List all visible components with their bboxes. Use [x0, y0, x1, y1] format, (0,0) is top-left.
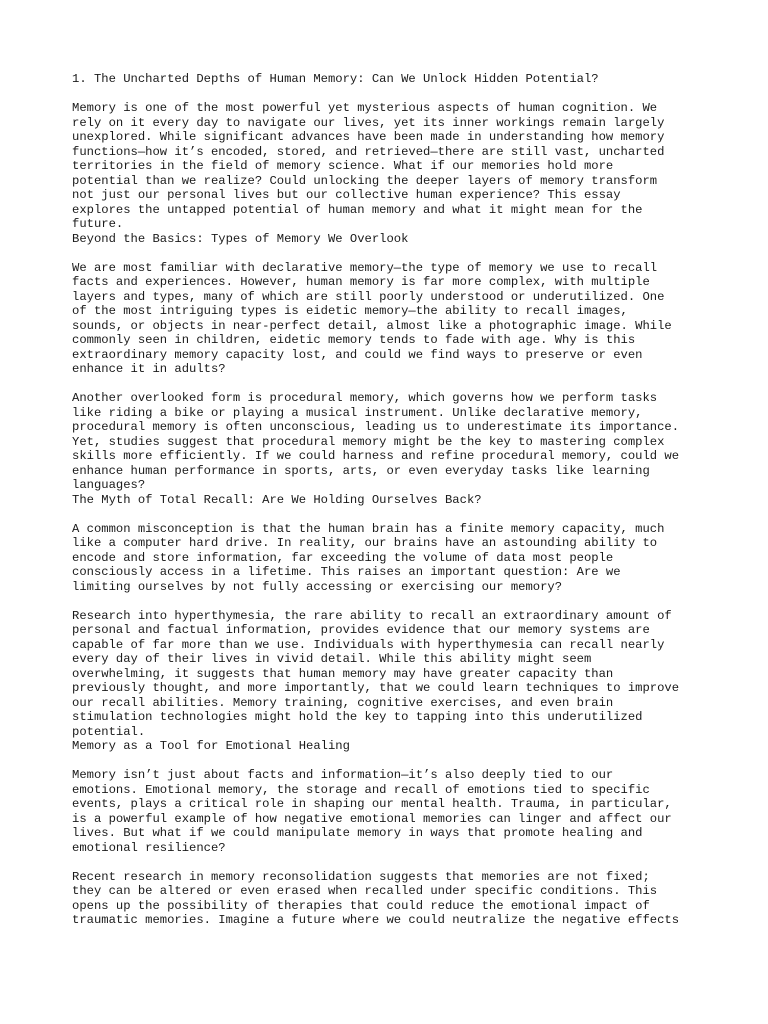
text-line: traumatic memories. Imagine a future where we could neutralize the negative effects — [72, 913, 680, 927]
text-line: commonly seen in children, eidetic memory tends to fade with age. Why is this — [72, 333, 636, 347]
text-line: functions—how it’s encoded, stored, and retrieved—there are still vast, uncharted — [72, 144, 665, 159]
intro-paragraph — [72, 101, 712, 232]
text-line: facts and experiences. However, human memory is far more complex, with multiple — [72, 275, 650, 289]
text-line: We are most familiar with declarative memory—the type of memory we use to recall — [72, 260, 658, 275]
text-line: potential than we realize? Could unlocking the deeper layers of memory transform — [72, 173, 658, 188]
text-line: personal and factual information, provides evidence that our memory systems are — [72, 623, 650, 637]
paragraph-gap — [72, 507, 712, 522]
paragraph-gap — [72, 87, 712, 102]
reconsolidation-paragraph — [72, 870, 712, 928]
text-line: future. — [72, 217, 124, 231]
text-line: lives. But what if we could manipulate memory in ways that promote healing and — [72, 826, 643, 840]
text-line: they can be altered or even erased when recalled under specific conditions. This — [72, 884, 658, 898]
text-line: sounds, or objects in near-perfect detail, almost like a photographic image. While — [72, 318, 672, 333]
text-line: is a powerful example of how negative emotional memories can linger and affect our — [72, 811, 672, 826]
paragraph-gap — [72, 754, 712, 769]
text-line: events, plays a critical role in shaping our mental health. Trauma, in particular, — [72, 797, 672, 811]
text-line: potential. — [72, 724, 146, 739]
text-line: limiting ourselves by not fully accessing or exercising our memory? — [72, 579, 563, 594]
text-line: emotional resilience? — [72, 840, 226, 855]
text-line: like riding a bike or playing a musical instrument. Unlike declarative memory, — [72, 405, 643, 420]
declarative-memory-paragraph — [72, 261, 712, 377]
text-line: opens up the possibility of therapies that could reduce the emotional impact of — [72, 898, 650, 913]
document-body — [72, 72, 712, 928]
text-line: Yet, studies suggest that procedural memory might be the key to mastering complex — [72, 434, 665, 449]
text-line: overwhelming, it suggests that human memory may have greater capacity than — [72, 666, 614, 681]
section-heading: Beyond the Basics: Types of Memory We Overlook — [72, 231, 409, 246]
text-line: Recent research in memory reconsolidation suggests that memories are not fixed; — [72, 869, 650, 884]
text-line: Research into hyperthymesia, the rare ability to recall an extraordinary amount of — [72, 608, 672, 623]
emotional-memory-paragraph — [72, 768, 712, 855]
text-line: enhance human performance in sports, arts, or even everyday tasks like learning — [72, 463, 650, 478]
memory-capacity-paragraph — [72, 522, 712, 595]
text-line: Memory isn’t just about facts and information—it’s also deeply tied to our — [72, 768, 614, 782]
text-line: encode and store information, far exceeding the volume of data most people — [72, 550, 614, 565]
hyperthymesia-paragraph — [72, 609, 712, 740]
text-line: capable of far more than we use. Individuals with hyperthymesia can recall nearly — [72, 637, 665, 652]
text-line: our recall abilities. Memory training, cognitive exercises, and even brain — [72, 695, 614, 710]
text-line: every day of their lives in vivid detail. While this ability might seem — [72, 652, 592, 666]
text-line: extraordinary memory capacity lost, and could we find ways to preserve or even — [72, 347, 643, 362]
text-line: enhance it in adults? — [72, 362, 226, 376]
text-line: stimulation technologies might hold the key to tapping into this underutilized — [72, 710, 643, 724]
text-line: Memory is one of the most powerful yet mysterious aspects of human cognition. We — [72, 101, 658, 115]
text-line: explores the untapped potential of human memory and what it might mean for the — [72, 202, 643, 217]
section-heading: Memory as a Tool for Emotional Healing — [72, 739, 350, 753]
paragraph-gap — [72, 246, 712, 261]
document-title: 1. The Uncharted Depths of Human Memory: Can We Unlock Hidden Potential? — [72, 72, 599, 86]
paragraph-gap — [72, 377, 712, 392]
text-line: unexplored. While significant advances have been made in understanding how memory — [72, 130, 665, 144]
text-line: languages? — [72, 478, 146, 492]
paragraph-gap — [72, 855, 712, 870]
text-line: not just our personal lives but our collective human experience? This essay — [72, 188, 621, 202]
text-line: rely on it every day to navigate our lives, yet its inner workings remain largely — [72, 115, 665, 130]
text-line: consciously access in a lifetime. This raises an important question: Are we — [72, 565, 621, 579]
paragraph-gap — [72, 594, 712, 609]
text-line: territories in the field of memory science. What if our memories hold more — [72, 159, 614, 173]
text-line: emotions. Emotional memory, the storage and recall of emotions tied to specific — [72, 782, 650, 797]
text-line: of the most intriguing types is eidetic memory—the ability to recall images, — [72, 304, 628, 318]
text-line: like a computer hard drive. In reality, our brains have an astounding ability to — [72, 536, 658, 550]
text-line: Another overlooked form is procedural memory, which governs how we perform tasks — [72, 391, 658, 405]
text-line: A common misconception is that the human brain has a finite memory capacity, much — [72, 521, 665, 536]
text-line: procedural memory is often unconscious, leading us to underestimate its importance. — [72, 420, 680, 434]
procedural-memory-paragraph — [72, 391, 712, 493]
text-line: skills more efficiently. If we could harness and refine procedural memory, could we — [72, 449, 680, 463]
section-heading: The Myth of Total Recall: Are We Holding Ourselves Back? — [72, 492, 482, 507]
text-line: previously thought, and more importantly, that we could learn techniques to improve — [72, 681, 680, 695]
text-line: layers and types, many of which are still poorly understood or underutilized. One — [72, 289, 665, 304]
